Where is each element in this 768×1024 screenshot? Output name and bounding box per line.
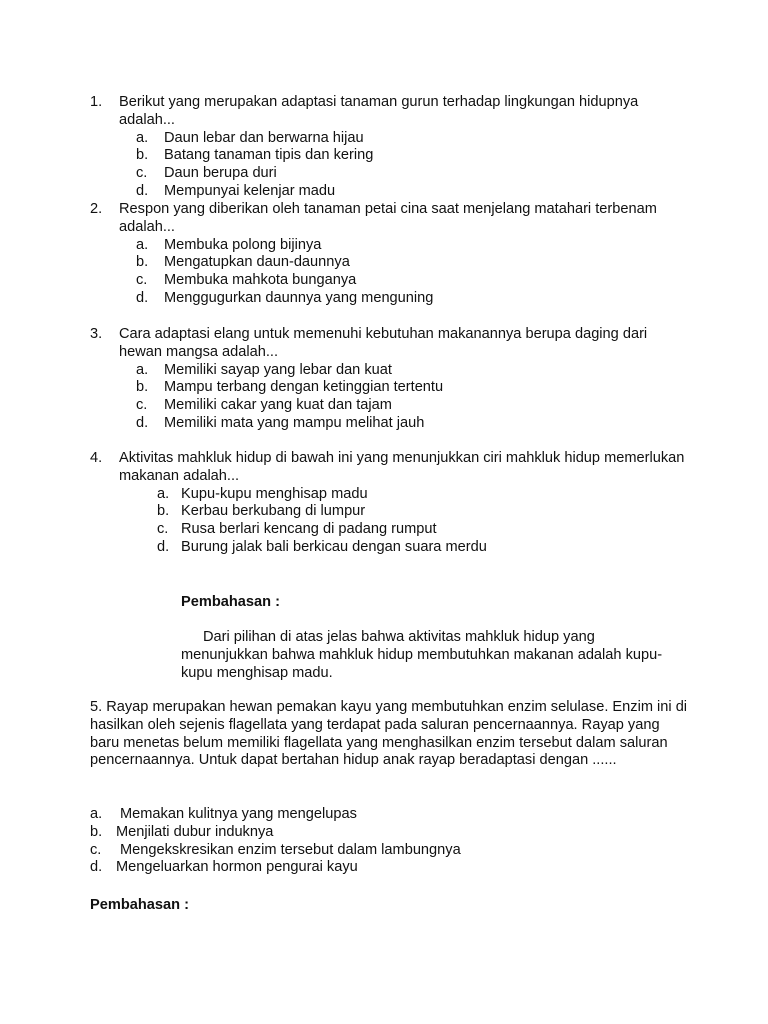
discussion-heading: Pembahasan : (181, 594, 280, 610)
option-text: Memakan kulitnya yang mengelupas (120, 806, 357, 822)
option-a (157, 486, 690, 504)
option-letter: a. (136, 236, 149, 253)
option-letter: b. (136, 147, 149, 164)
option-text: Mempunyai kelenjar madu (164, 182, 336, 199)
option-text: Membuka mahkota bunganya (164, 272, 357, 289)
option-b (157, 503, 690, 521)
question-number: 4. (90, 450, 103, 466)
option-list (136, 237, 690, 308)
option-text: Rusa berlari kencang di padang rumput (181, 521, 437, 538)
discussion-text: Dari pilihan di atas jelas bahwa aktivitas mahkluk hidup yang menunjukkan bahwa mahkluk hidup membutuhkan makanan adalah kupu-kupu menghisap madu. (181, 629, 663, 681)
question-number: 1. (90, 94, 103, 110)
option-text: Memiliki sayap yang lebar dan kuat (164, 361, 392, 378)
option-c (157, 521, 690, 539)
option-letter: c. (136, 272, 148, 289)
option-list (136, 130, 690, 201)
option-letter: c. (90, 841, 102, 858)
option-d (136, 415, 690, 433)
option-a (136, 237, 690, 255)
option-c (136, 165, 690, 183)
question-4 (90, 450, 690, 557)
question-number: 2. (90, 201, 103, 217)
option-c (136, 272, 690, 290)
option-text: Memiliki cakar yang kuat dan tajam (164, 397, 392, 414)
option-d (136, 290, 690, 308)
option-text: Mengatupkan daun-daunnya (164, 254, 350, 271)
option-letter: c. (157, 521, 169, 538)
option-letter: c. (136, 165, 148, 182)
option-d (90, 859, 690, 877)
question-5-text: 5. Rayap merupakan hewan pemakan kayu yang membutuhkan enzim selulase. Enzim ini di hasilkan oleh sejenis flagellata yang terdapat pada saluran pencernaannya. Rayap yang baru menetas belum memiliki flagellata yang menghasilkan enzim tersebut dalam saluran pencernaannya. Untuk dapat bertahan hidup anak rayap beradaptasi dengan ...... (90, 699, 688, 769)
option-c (90, 842, 690, 860)
question-5-options (90, 806, 690, 877)
option-text: Membuka polong bijinya (164, 236, 322, 253)
option-c (136, 397, 690, 415)
option-text: Batang tanaman tipis dan kering (164, 147, 374, 164)
question-text: Cara adaptasi elang untuk memenuhi kebutuhan makanannya berupa daging dari hewan mangsa adalah... (119, 326, 648, 360)
option-text: Mengekskresikan enzim tersebut dalam lambungnya (120, 841, 461, 858)
option-letter: b. (136, 254, 149, 271)
option-text: Daun berupa duri (164, 165, 277, 182)
option-d (136, 183, 690, 201)
question-text: Aktivitas mahkluk hidup di bawah ini yang menunjukkan ciri mahkluk hidup memerlukan makanan adalah... (119, 450, 685, 484)
option-a (136, 130, 690, 148)
option-text: Kerbau berkubang di lumpur (181, 503, 366, 520)
option-letter: c. (136, 397, 148, 414)
option-b (136, 147, 690, 165)
option-letter: d. (157, 538, 170, 555)
option-b (136, 254, 690, 272)
question-1 (90, 94, 690, 201)
question-2 (90, 201, 690, 308)
option-a (136, 362, 690, 380)
option-text: Menggugurkan daunnya yang menguning (164, 289, 434, 306)
option-letter: d. (136, 182, 149, 199)
option-letter: b. (136, 379, 149, 396)
question-text: Respon yang diberikan oleh tanaman petai cina saat menjelang matahari terbenam adalah... (119, 201, 657, 235)
option-letter: d. (136, 414, 149, 431)
option-b (136, 379, 690, 397)
option-text: Mengeluarkan hormon pengurai kayu (116, 859, 358, 876)
option-list (136, 362, 690, 433)
option-letter: a. (157, 485, 170, 502)
option-text: Memiliki mata yang mampu melihat jauh (164, 414, 425, 431)
option-text: Menjilati dubur induknya (116, 823, 274, 840)
option-b (90, 824, 690, 842)
option-letter: a. (136, 129, 149, 146)
option-d (157, 539, 690, 557)
option-letter: a. (90, 806, 103, 822)
question-text: Berikut yang merupakan adaptasi tanaman gurun terhadap lingkungan hidupnya adalah... (119, 94, 639, 128)
discussion-heading: Pembahasan : (90, 897, 189, 913)
option-letter: b. (90, 823, 103, 840)
option-letter: b. (157, 503, 170, 520)
option-letter: a. (136, 361, 149, 378)
option-text: Kupu-kupu menghisap madu (181, 485, 368, 502)
option-text: Daun lebar dan berwarna hijau (164, 129, 364, 146)
option-text: Burung jalak bali berkicau dengan suara merdu (181, 538, 487, 555)
question-3 (90, 326, 690, 433)
option-letter: d. (90, 859, 103, 876)
option-letter: d. (136, 289, 149, 306)
option-text: Mampu terbang dengan ketinggian tertentu (164, 379, 444, 396)
question-number: 3. (90, 326, 103, 342)
option-list (157, 486, 690, 557)
option-a (90, 806, 690, 824)
